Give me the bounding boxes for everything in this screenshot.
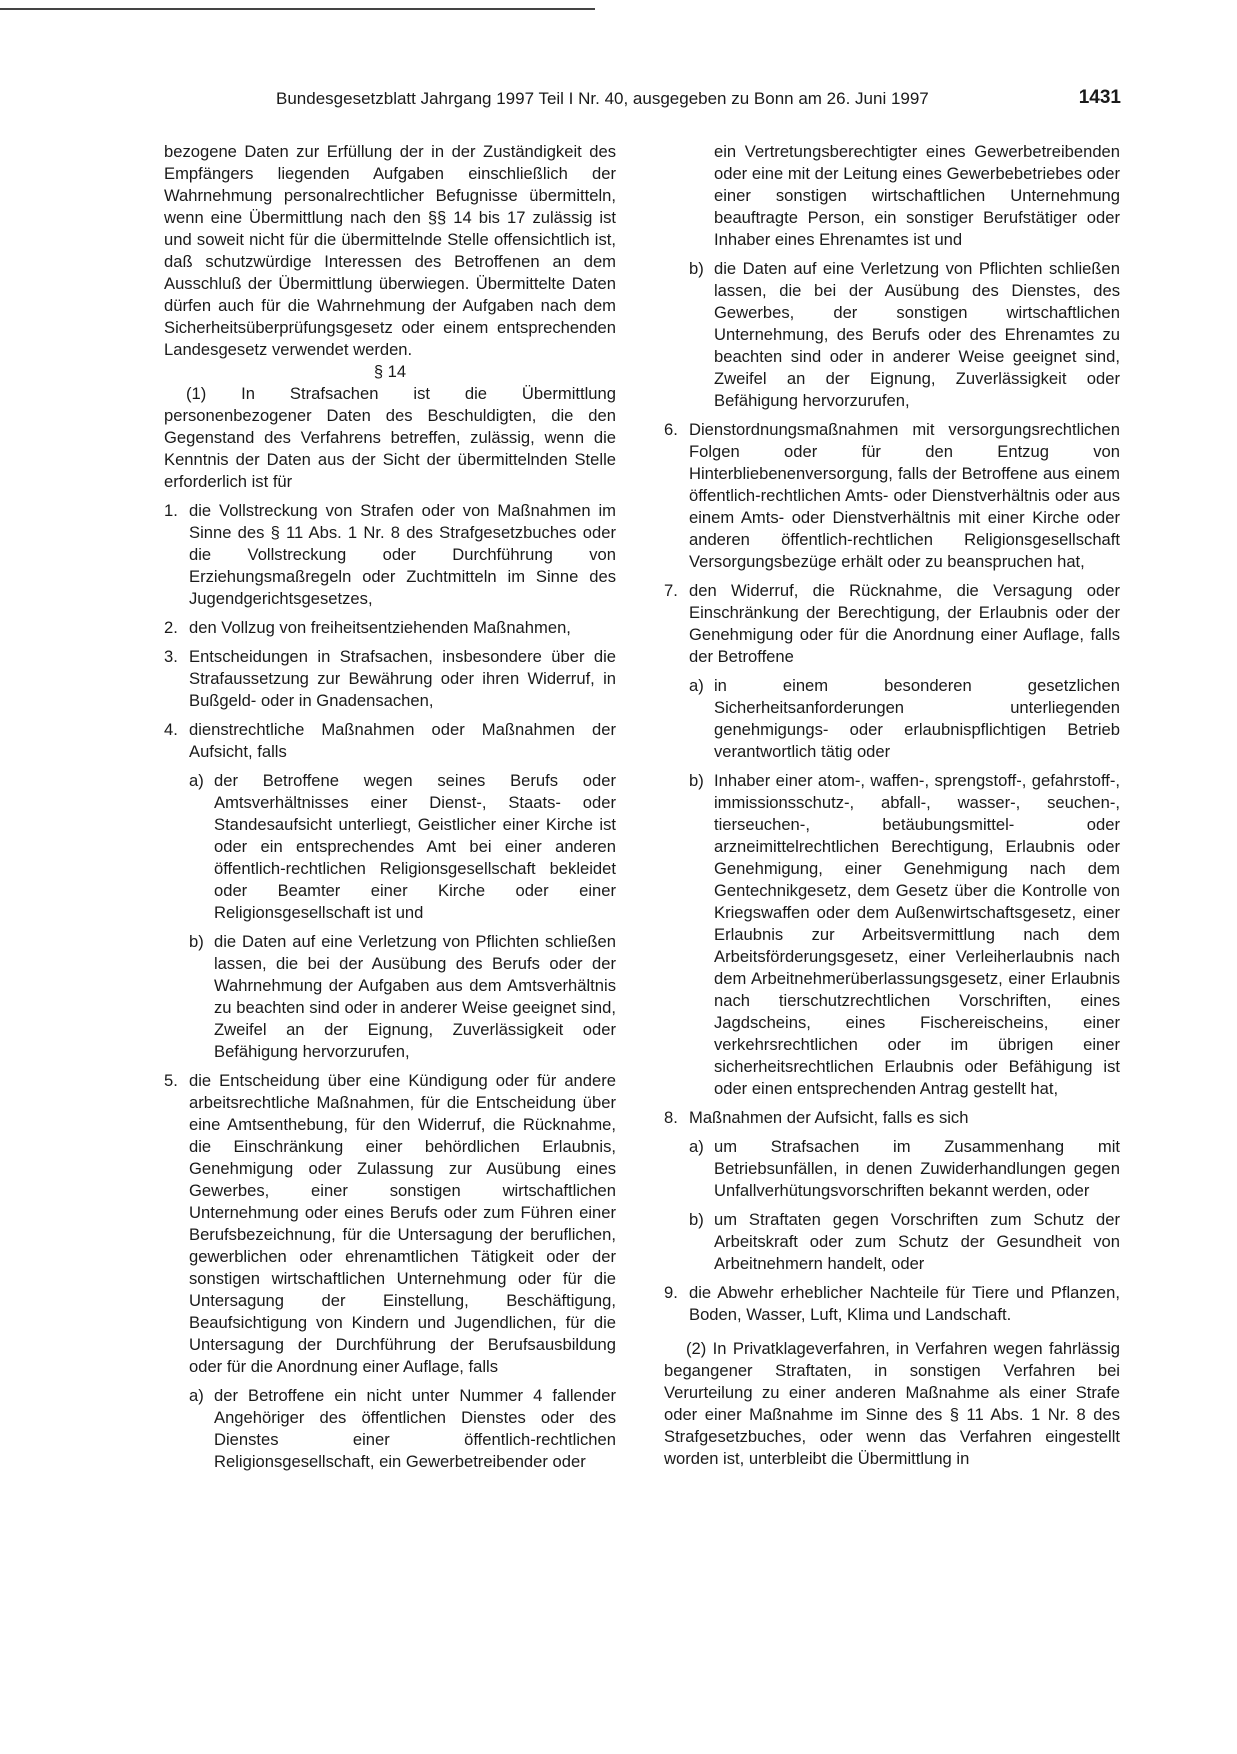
list-item-4: 4. dienstrechtliche Maßnahmen oder Maßnahmen der Aufsicht, falls	[164, 720, 616, 761]
paragraph-2: (2) In Privatklageverfahren, in Verfahren wegen fahrlässig begangener Straftaten, in sonstigen Verfahren bei Verurteilung zu einer anderen Maßnahme als einer Strafe oder einer Maßnahme im Sinne des § 11 Abs. 1 Nr. 8 des Strafgesetzbuches, oder wenn das Verfahren eingestellt worden ist, unterbleibt die Übermittlung in	[664, 1339, 1120, 1468]
list-item-7: 7. den Widerruf, die Rücknahme, die Versagung oder Einschränkung der Berechtigung, der Erlaubnis oder der Genehmigung oder für die Anordnung einer Auflage, falls der Betroffene	[664, 581, 1120, 666]
list-item-4b: b) die Daten auf eine Verletzung von Pflichten schließen lassen, die bei der Ausübung des Berufs oder der Wahrnehmung der Aufgaben aus dem Amtsverhältnis zu beachten sind oder in anderer Weise geeignet sind, Zweifel an der Eignung, Zuverlässigkeit oder Befähigung hervorzurufen,	[189, 932, 616, 1061]
header-title: Bundesgesetzblatt Jahrgang 1997 Teil I Nr. 40, ausgegeben zu Bonn am 26. Juni 1997	[276, 89, 929, 108]
top-rule	[0, 8, 595, 10]
page-number: 1431	[1078, 87, 1121, 108]
list-item-7a: a) in einem besonderen gesetzlichen Sicherheitsanforderungen unterliegenden genehmigungs- oder erlaubnispflichtigen Betrieb verantwortlich tätig oder	[689, 676, 1120, 761]
intro-paragraph: bezogene Daten zur Erfüllung der in der Zuständigkeit des Empfängers liegenden Aufgaben einschließlich der Wahrnehmung personalrechtlicher Befugnisse übermitteln, wenn eine Übermittlung nach den §§ 14 bis 17 zulässig ist und soweit nicht für die übermittelnde Stelle offensichtlich ist, daß schutzwürdige Interessen des Betroffenen an dem Ausschluß der Übermittlung überwiegen. Übermittelte Daten dürfen auch für die Wahrnehmung der Aufgaben nach dem Sicherheitsüberprüfungsgesetz oder einem entsprechenden Landesgesetz verwendet werden.	[164, 142, 616, 359]
list-item-7b: b) Inhaber einer atom-, waffen-, sprengstoff-, gefahrstoff-, immissionsschutz-, abfall-, wasser-, seuchen-, tierseuchen-, betäubungsmittel- oder arzneimittelrechtlichen Berechtigung, Erlaubnis oder Genehmigung, einer Genehmigung nach dem Gentechnikgesetz, dem Gesetz über die Kontrolle von Kriegswaffen oder dem Außenwirtschaftsgesetz, einer Erlaubnis zur Arbeitsvermittlung nach dem Arbeitsförderungsgesetz, einer Verleiherlaubnis nach dem Arbeitnehmerüberlassungsgesetz, einer Erlaubnis nach tierschutzrechtlichen Vorschriften, eines Jagdscheins, eines Fischereischeins, einer verkehrsrechtlichen oder im übrigen einer sicherheitsrechtlichen Erlaubnis oder Befähigung ist oder einen entsprechenden Antrag gestellt hat,	[689, 771, 1120, 1098]
list-item-8a: a) um Strafsachen im Zusammenhang mit Betriebsunfällen, in denen Zuwiderhandlungen gegen Unfallverhütungsvorschriften bekannt werden, oder	[689, 1137, 1120, 1200]
left-column	[164, 141, 616, 1473]
list-item-6: 6. Dienstordnungsmaßnahmen mit versorgungsrechtlichen Folgen oder für den Entzug von Hinterbliebenenversorgung, falls der Betroffene aus einem öffentlich-rechtlichen Amts- oder Dienstverhältnis oder aus einem Amts- oder Dienstverhältnis mit einer Kirche oder anderen öffentlich-rechtlichen Religionsgesellschaft Versorgungsbezüge erhält oder zu beanspruchen hat,	[664, 420, 1120, 571]
list-item-8: 8. Maßnahmen der Aufsicht, falls es sich	[664, 1108, 969, 1127]
list-item-1: 1. die Vollstreckung von Strafen oder von Maßnahmen im Sinne des § 11 Abs. 1 Nr. 8 des Strafgesetzbuches oder die Vollstreckung oder Durchführung von Erziehungsmaßregeln oder Zuchtmitteln im Sinne des Jugendgerichtsgesetzes,	[164, 501, 616, 608]
list-item-5a-continued: ein Vertretungsberechtigter eines Gewerbetreibenden oder eine mit der Leitung eines Gewerbebetriebes oder einer sonstigen wirtschaftlichen Unternehmung beauftragte Person, ein sonstiger Berufstätiger oder Inhaber eines Ehrenamtes ist und	[714, 142, 1120, 249]
list-item-9: 9. die Abwehr erheblicher Nachteile für Tiere und Pflanzen, Boden, Wasser, Luft, Klima und Landschaft.	[664, 1283, 1120, 1324]
list-item-4a: a) der Betroffene wegen seines Berufs oder Amtsverhältnisses einer Dienst-, Staats- oder Standesaufsicht unterliegt, Geistlicher einer Kirche ist oder ein entsprechendes Amt bei einer anderen öffentlich-rechtlichen Religionsgesellschaft bekleidet oder Beamter einer Kirche oder einer Religionsgesellschaft ist und	[189, 771, 616, 922]
list-item-2: 2. den Vollzug von freiheitsentziehenden Maßnahmen,	[164, 618, 571, 637]
list-item-5a: a) der Betroffene ein nicht unter Nummer 4 fallender Angehöriger des öffentlichen Dienstes oder des Dienstes einer öffentlich-rechtlichen Religionsgesellschaft, ein Gewerbetreibender oder	[189, 1386, 616, 1471]
paragraph-1: (1) In Strafsachen ist die Übermittlung personenbezogener Daten des Beschuldigten, die den Gegenstand des Verfahrens betreffen, zulässig, wenn die Kenntnis der Daten aus der Sicht der übermittelnden Stelle erforderlich ist für	[164, 384, 616, 491]
section-heading: § 14	[373, 362, 407, 381]
list-item-5b: b) die Daten auf eine Verletzung von Pflichten schließen lassen, die bei der Ausübung des Dienstes, des Gewerbes, der sonstigen wirtschaftlichen Unternehmung, des Berufs oder des Ehrenamtes zu beachten sind oder in anderer Weise geeignet sind, Zweifel an der Eignung, Zuverlässigkeit oder Befähigung hervorzurufen,	[689, 259, 1120, 410]
right-column	[664, 141, 1120, 1470]
list-item-8b: b) um Straftaten gegen Vorschriften zum Schutz der Arbeitskraft oder zum Schutz der Gesundheit von Arbeitnehmern handelt, oder	[689, 1210, 1120, 1273]
list-item-5: 5. die Entscheidung über eine Kündigung oder für andere arbeitsrechtliche Maßnahmen, für die Entscheidung über eine Amtsenthebung, für den Widerruf, die Rücknahme, die Einschränkung einer behördlichen Erlaubnis, Genehmigung oder Zulassung zur Ausübung eines Gewerbes, einer sonstigen wirtschaftlichen Unternehmung oder eines Berufs oder zum Führen einer Berufsbezeichnung, für die Untersagung der beruflichen, gewerblichen oder ehrenamtlichen Tätigkeit oder der sonstigen wirtschaftlichen Unternehmung oder für die Untersagung der Einstellung, Beschäftigung, Beaufsichtigung von Kindern und Jugendlichen, für die Untersagung der Durchführung der Berufsausbildung oder für die Anordnung einer Auflage, falls	[164, 1071, 616, 1376]
list-item-3: 3. Entscheidungen in Strafsachen, insbesondere über die Strafaussetzung zur Bewährung oder ihren Widerruf, in Bußgeld- oder in Gnadensachen,	[164, 647, 616, 710]
